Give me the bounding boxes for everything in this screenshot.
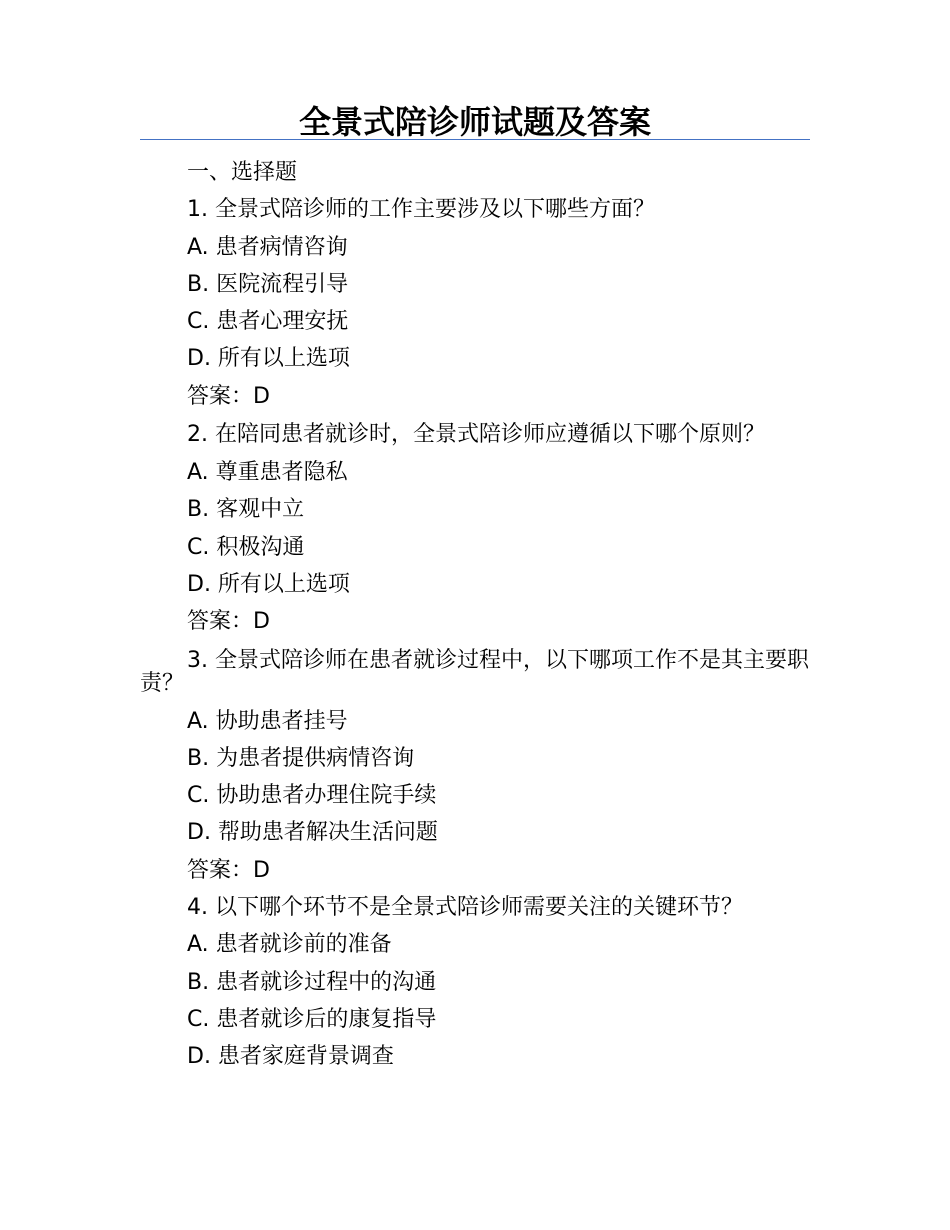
question-1-option-d: D. 所有以上选项 [187, 346, 350, 372]
question-2-option-a: A. 尊重患者隐私 [187, 460, 348, 486]
title-underline [140, 139, 810, 140]
question-1-answer: 答案：D [187, 383, 270, 409]
question-4-option-c: C. 患者就诊后的康复指导 [187, 1006, 437, 1032]
question-3-option-b: B. 为患者提供病情咨询 [187, 745, 415, 771]
question-3-option-d: D. 帮助患者解决生活问题 [187, 820, 438, 846]
question-3-answer: 答案：D [187, 857, 270, 883]
question-2-text: 2. 在陪同患者就诊时，全景式陪诊师应遵循以下哪个原则？ [187, 422, 765, 448]
question-2-option-b: B. 客观中立 [187, 497, 305, 523]
question-1-option-c: C. 患者心理安抚 [187, 309, 349, 335]
question-4-option-a: A. 患者就诊前的准备 [187, 932, 392, 958]
question-4-option-b: B. 患者就诊过程中的沟通 [187, 969, 437, 995]
section-heading: 一、选择题 [187, 160, 298, 185]
question-2-answer: 答案：D [187, 609, 270, 635]
question-2-option-c: C. 积极沟通 [187, 534, 305, 560]
question-2-option-d: D. 所有以上选项 [187, 571, 350, 597]
question-1-option-a: A. 患者病情咨询 [187, 234, 348, 260]
question-1-text: 1. 全景式陪诊师的工作主要涉及以下哪些方面？ [187, 197, 655, 223]
question-3-option-c: C. 协助患者办理住院手续 [187, 783, 437, 809]
question-4-option-d: D. 患者家庭背景调查 [187, 1044, 394, 1070]
question-3-option-a: A. 协助患者挂号 [187, 708, 348, 734]
question-4-text: 4. 以下哪个环节不是全景式陪诊师需要关注的关键环节？ [187, 895, 743, 921]
document-title: 全景式陪诊师试题及答案 [298, 103, 651, 141]
question-3-text: 3. 全景式陪诊师在患者就诊过程中，以下哪项工作不是其主要职责？ [140, 647, 809, 696]
question-1-option-b: B. 医院流程引导 [187, 271, 349, 297]
document-body [140, 154, 810, 1076]
